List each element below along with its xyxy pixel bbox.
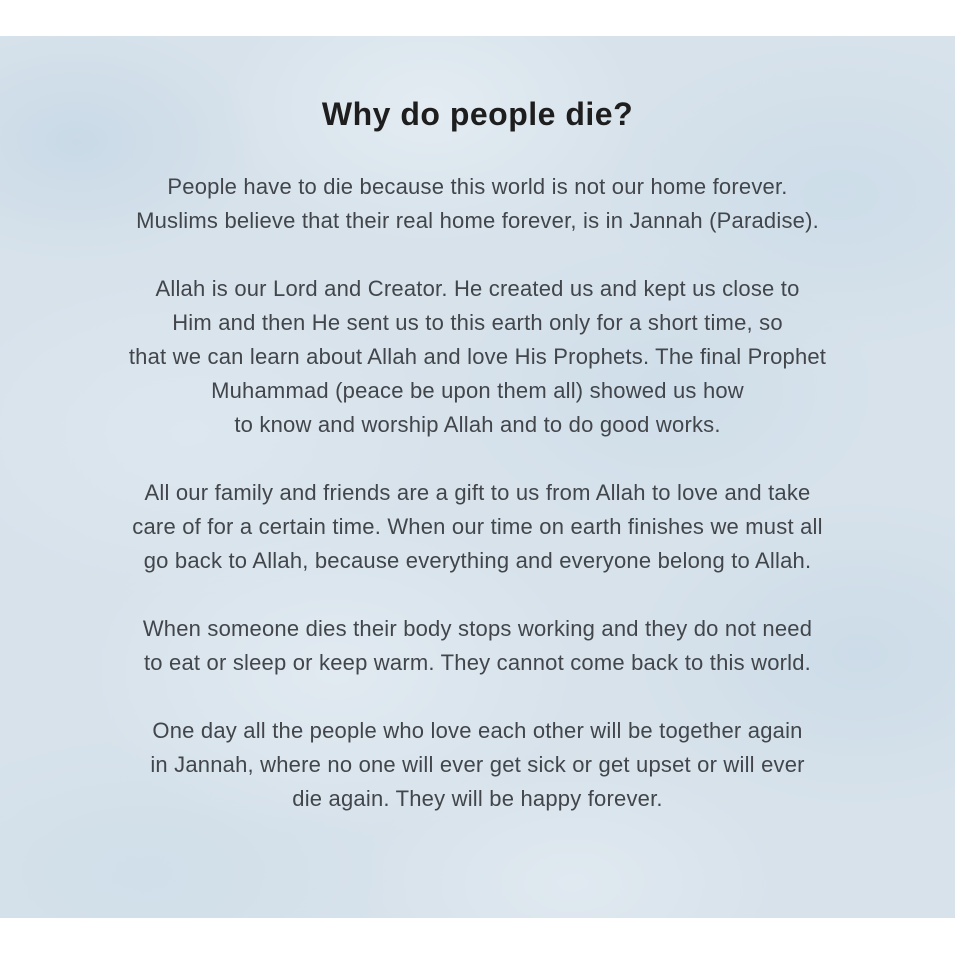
text-line: When someone dies their body stops working and they do not need [142,616,813,641]
text-line: Muhammad (peace be upon them all) showed us how [211,378,744,403]
text-line: One day all the people who love each other will be together again [152,718,803,743]
text-line: Allah is our Lord and Creator. He created us and kept us close to [155,276,800,301]
paragraph [0,170,955,238]
text-line: All our family and friends are a gift to us from Allah to love and take [144,480,811,505]
text-line: go back to Allah, because everything and everyone belong to Allah. [143,548,812,573]
text-line: to eat or sleep or keep warm. They cannot come back to this world. [143,650,811,675]
page-background [0,36,955,918]
text-line: care of for a certain time. When our time on earth finishes we must all [132,514,823,539]
text-line: in Jannah, where no one will ever get sick or get upset or will ever [150,752,805,777]
paragraph [0,612,955,680]
paragraph [0,476,955,578]
paragraph [0,714,955,816]
text-line: that we can learn about Allah and love His Prophets. The final Prophet [128,344,827,369]
text-line: die again. They will be happy forever. [292,786,663,811]
text-line: People have to die because this world is not our home forever. [167,174,788,199]
page-title: Why do people die? [321,96,634,132]
text-line: Muslims believe that their real home forever, is in Jannah (Paradise). [136,208,819,233]
text-line: to know and worship Allah and to do good works. [234,412,721,437]
page-content [0,36,955,918]
paragraph [0,272,955,442]
text-line: Him and then He sent us to this earth only for a short time, so [172,310,783,335]
